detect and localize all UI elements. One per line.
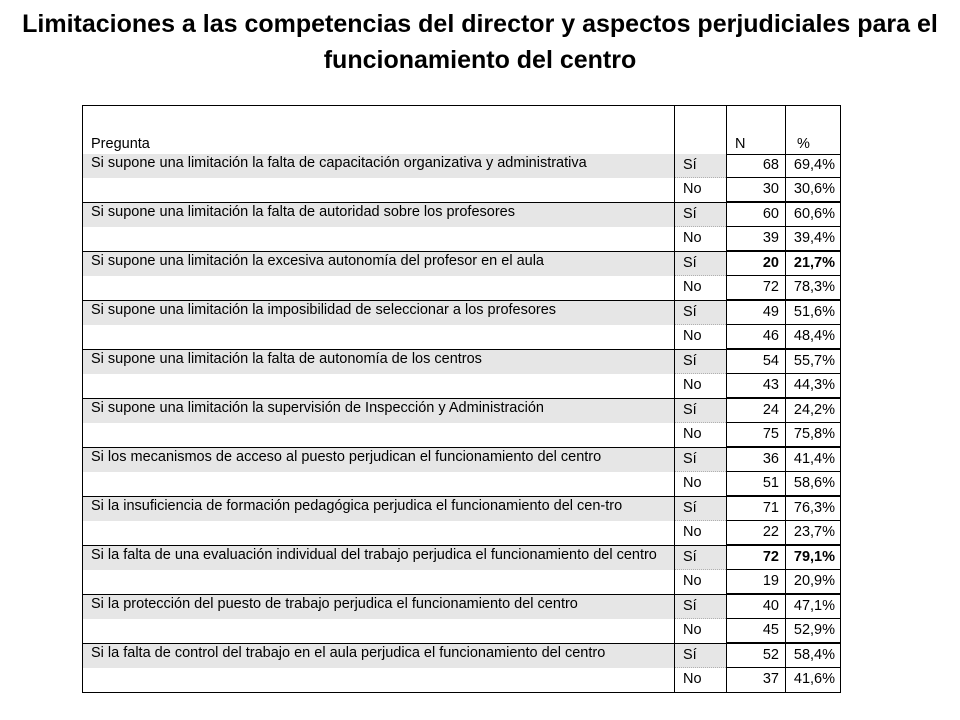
question-cell (83, 595, 674, 643)
si-percent: 55,7% (786, 350, 840, 374)
question-cell (83, 497, 674, 545)
no-percent: 75,8% (786, 423, 840, 447)
si-percent: 24,2% (786, 399, 840, 423)
si-percent: 21,7% (786, 252, 840, 276)
no-percent: 20,9% (786, 570, 840, 594)
no-count: 72 (727, 276, 785, 300)
answer-no-label: No (675, 423, 726, 447)
answer-no-label: No (675, 472, 726, 496)
header-pct: % (797, 136, 810, 152)
si-count: 40 (727, 595, 785, 619)
answer-no-label: No (675, 668, 726, 692)
answer-si-label: Sí (675, 399, 726, 423)
si-percent: 69,4% (786, 154, 840, 178)
si-percent: 76,3% (786, 497, 840, 521)
no-count: 45 (727, 619, 785, 643)
answer-si-label: Sí (675, 154, 726, 178)
si-count: 20 (727, 252, 785, 276)
si-count: 24 (727, 399, 785, 423)
answer-no-label: No (675, 374, 726, 398)
no-count: 39 (727, 227, 785, 251)
si-count: 60 (727, 203, 785, 227)
si-percent: 58,4% (786, 644, 840, 668)
si-count: 72 (727, 546, 785, 570)
question-text: Si supone una limitación la supervisión de Inspección y Administración (91, 400, 544, 416)
answer-si-label: Sí (675, 546, 726, 570)
answer-si-label: Sí (675, 252, 726, 276)
results-table (82, 105, 841, 693)
answer-si-label: Sí (675, 595, 726, 619)
answer-si-label: Sí (675, 497, 726, 521)
no-percent: 44,3% (786, 374, 840, 398)
question-text: Si supone una limitación la imposibilidad de seleccionar a los profesores (91, 302, 557, 318)
answer-si-label: Sí (675, 301, 726, 325)
question-cell (83, 350, 674, 398)
no-percent: 41,6% (793, 671, 835, 687)
question-cell (83, 301, 674, 349)
no-percent: 58,6% (786, 472, 840, 496)
no-count: 46 (727, 325, 785, 349)
question-text: Si supone una limitación la falta de capacitación organizativa y administrativa (91, 155, 587, 171)
no-percent: 30,6% (786, 178, 840, 202)
si-percent: 51,6% (786, 301, 840, 325)
header-n: N (735, 136, 746, 152)
answer-si-label: Sí (675, 644, 726, 668)
no-count: 30 (727, 178, 785, 202)
si-count: 36 (727, 448, 785, 472)
question-cell (83, 448, 674, 496)
si-percent: 79,1% (786, 546, 840, 570)
question-cell (83, 252, 674, 300)
column-divider (726, 106, 727, 692)
si-percent: 47,1% (786, 595, 840, 619)
question-text: Si supone una limitación la falta de autoridad sobre los profesores (91, 204, 515, 220)
answer-no-label: No (675, 227, 726, 251)
si-percent: 41,4% (786, 448, 840, 472)
no-count: 22 (727, 521, 785, 545)
si-count: 54 (727, 350, 785, 374)
no-count: 43 (727, 374, 785, 398)
slide-title: Limitaciones a las competencias del director y aspectos perjudiciales para el funcionamiento del centro (22, 10, 938, 74)
answer-si-label: Sí (675, 203, 726, 227)
answer-si-label: Sí (675, 350, 726, 374)
question-cell (83, 154, 674, 202)
answer-no-label: No (675, 178, 726, 202)
question-text: Si la falta de una evaluación individual del trabajo perjudica el funcionamiento del centro (91, 547, 657, 563)
answer-si-label: Sí (675, 448, 726, 472)
answer-no-label: No (675, 619, 726, 643)
answer-no-label: No (675, 570, 726, 594)
no-percent: 78,3% (786, 276, 840, 300)
no-count: 37 (762, 671, 779, 687)
no-percent: 48,4% (786, 325, 840, 349)
question-cell (83, 203, 674, 251)
column-divider (674, 106, 675, 692)
question-cell (83, 546, 674, 594)
no-count: 51 (727, 472, 785, 496)
question-cell (83, 644, 674, 692)
question-cell (83, 399, 674, 447)
header-pregunta: Pregunta (91, 136, 150, 152)
question-text: Si la protección del puesto de trabajo perjudica el funcionamiento del centro (91, 596, 578, 612)
answer-no-label: No (675, 276, 726, 300)
si-count: 68 (727, 154, 785, 178)
answer-no-label: No (675, 325, 726, 349)
si-count: 52 (727, 644, 785, 668)
no-percent: 39,4% (786, 227, 840, 251)
si-percent: 60,6% (786, 203, 840, 227)
si-count: 71 (727, 497, 785, 521)
no-percent: 23,7% (786, 521, 840, 545)
column-divider (785, 106, 786, 692)
no-count: 75 (727, 423, 785, 447)
si-count: 49 (727, 301, 785, 325)
answer-no-label: No (675, 521, 726, 545)
question-text: Si los mecanismos de acceso al puesto perjudican el funcionamiento del centro (91, 449, 602, 465)
question-text: Si la insuficiencia de formación pedagógica perjudica el funcionamiento del cen-tro (91, 498, 623, 514)
question-text: Si supone una limitación la excesiva autonomía del profesor en el aula (91, 253, 544, 269)
no-percent: 52,9% (786, 619, 840, 643)
no-count: 19 (727, 570, 785, 594)
question-text: Si la falta de control del trabajo en el aula perjudica el funcionamiento del centro (91, 645, 606, 661)
question-text: Si supone una limitación la falta de autonomía de los centros (91, 351, 482, 367)
